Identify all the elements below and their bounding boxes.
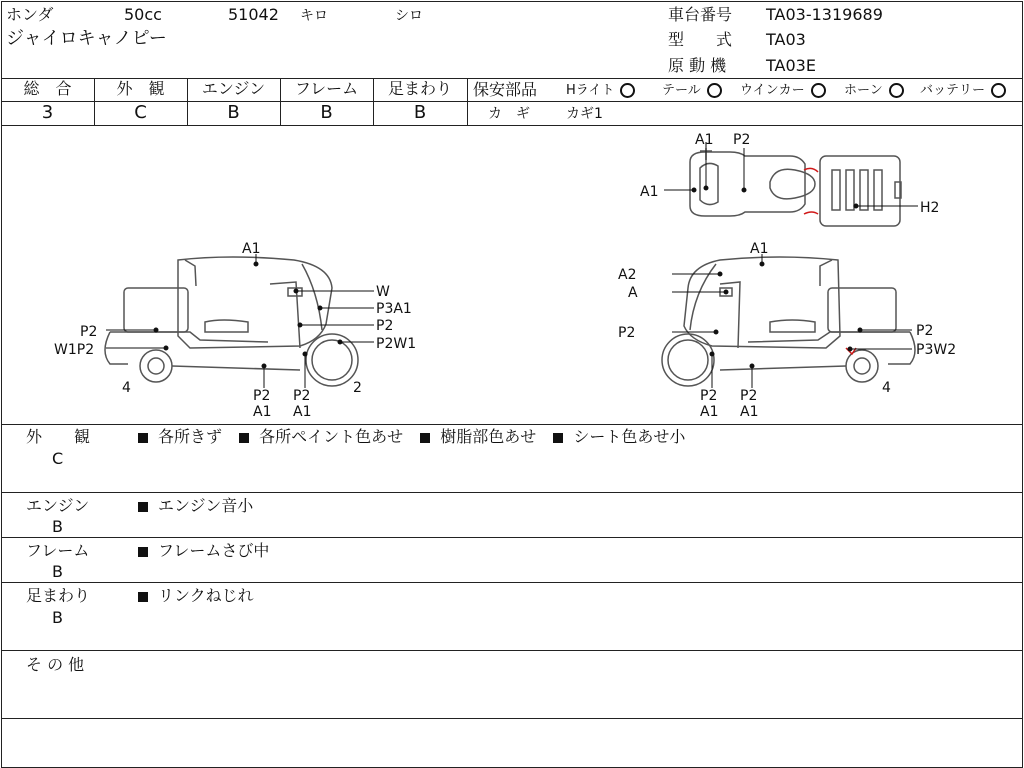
damage-label: P2: [293, 388, 311, 404]
bullet-square-icon: [553, 433, 563, 443]
grade-total: 3: [41, 102, 54, 123]
color: シロ: [395, 8, 423, 24]
grade-header-total: 総 合: [23, 79, 72, 98]
safety-label: 保安部品: [473, 80, 538, 99]
grade-exterior: C: [134, 102, 147, 123]
damage-label: A1: [740, 404, 759, 420]
damage-label: P2: [700, 388, 718, 404]
damage-label: W1P2: [54, 342, 95, 358]
circle-mark-icon: [991, 83, 1006, 98]
grade-header-exterior: 外 観: [116, 79, 165, 98]
displacement: 50cc: [124, 5, 162, 24]
scooter-diagram: [0, 126, 1024, 424]
safety-item-winker: [740, 82, 832, 100]
note-item: シート色あせ小: [573, 427, 686, 446]
damage-label: P2: [618, 325, 636, 341]
damage-label: A1: [293, 404, 312, 420]
section-notes-suspension: [138, 587, 254, 605]
note-item: エンジン音小: [158, 496, 254, 515]
safety-item-headlight: [566, 82, 641, 100]
safety-item-label: Hライト: [566, 83, 615, 98]
bullet-square-icon: [138, 433, 148, 443]
section-grade-engine: B: [52, 517, 63, 536]
divider: [1, 492, 1022, 493]
section-grade-suspension: B: [52, 608, 63, 627]
safety-item-label: ホーン: [844, 83, 883, 98]
bullet-square-icon: [420, 433, 430, 443]
damage-label: A1: [700, 404, 719, 420]
section-notes-exterior: [138, 428, 685, 446]
bullet-square-icon: [138, 502, 148, 512]
safety-item-horn: [844, 82, 910, 100]
top-view-scooter: [690, 142, 901, 226]
engine-model-value: TA03E: [766, 56, 816, 75]
tire-number-label: 4: [882, 380, 891, 396]
divider: [1, 718, 1022, 719]
model-name: ジャイロキャノピー: [6, 28, 167, 49]
divider: [467, 78, 468, 125]
damage-label: P3W2: [916, 342, 957, 358]
chassis-label: 車台番号: [668, 5, 733, 24]
divider: [1, 537, 1022, 538]
note-item: リンクねじれ: [158, 586, 254, 605]
key-value: カギ1: [566, 106, 603, 122]
divider: [1, 424, 1022, 425]
grade-engine: B: [227, 102, 240, 123]
key-label: カ ギ: [488, 106, 530, 122]
divider: [1, 582, 1022, 583]
grade-suspension: B: [413, 102, 427, 123]
safety-item-tail: [662, 82, 728, 100]
grade-frame: B: [320, 102, 333, 123]
mileage: 51042: [228, 5, 279, 24]
damage-label: P2: [253, 388, 271, 404]
bullet-square-icon: [239, 433, 249, 443]
circle-mark-icon: [811, 83, 826, 98]
damage-label: P2W1: [376, 336, 417, 352]
section-title-frame: フレーム: [26, 541, 90, 560]
mileage-unit: キロ: [300, 8, 328, 24]
damage-label: P2: [916, 323, 934, 339]
damage-label: P2: [740, 388, 758, 404]
tire-number-label: 4: [122, 380, 131, 396]
circle-mark-icon: [620, 83, 635, 98]
tire-number-label: 2: [353, 380, 362, 396]
section-title-engine: エンジン: [26, 496, 90, 515]
damage-label: A1: [253, 404, 272, 420]
section-grade-exterior: C: [52, 449, 64, 468]
section-title-suspension: 足まわり: [26, 586, 91, 605]
chassis-value: TA03-1319689: [766, 5, 883, 24]
engine-model-label: 原 動 機: [668, 56, 727, 75]
damage-label: H2: [920, 200, 940, 216]
bullet-square-icon: [138, 592, 148, 602]
divider: [1, 650, 1022, 651]
grade-header-engine: エンジン: [201, 79, 266, 98]
damage-label: A: [628, 285, 638, 301]
damage-label: A1: [640, 184, 659, 200]
damage-label: P2: [733, 132, 751, 148]
divider: [467, 101, 1022, 102]
note-item: フレームさび中: [158, 541, 270, 560]
safety-item-label: テール: [662, 83, 701, 98]
section-title-exterior: 外 観: [26, 427, 91, 446]
note-item: 樹脂部色あせ: [440, 427, 537, 446]
grade-header-frame: フレーム: [294, 79, 359, 98]
damage-label: A1: [695, 132, 714, 148]
damage-label: A1: [242, 241, 261, 257]
left-view-scooter: [105, 257, 358, 386]
section-title-other: そ の 他: [26, 655, 85, 674]
damage-label: A2: [618, 267, 637, 283]
circle-mark-icon: [889, 83, 904, 98]
section-notes-engine: [138, 497, 253, 515]
damage-label: A1: [750, 241, 769, 257]
safety-item-label: ウインカー: [740, 83, 805, 98]
right-view-scooter: [662, 257, 915, 386]
damage-label: P3A1: [376, 301, 412, 317]
section-grade-frame: B: [52, 562, 63, 581]
section-notes-frame: [138, 542, 269, 560]
damage-label: W: [376, 284, 390, 300]
note-item: 各所きず: [158, 427, 223, 446]
type-value: TA03: [766, 30, 806, 49]
bullet-square-icon: [138, 547, 148, 557]
safety-item-battery: [920, 82, 1012, 100]
maker: ホンダ: [6, 5, 54, 24]
circle-mark-icon: [707, 83, 722, 98]
safety-item-label: バッテリー: [920, 83, 986, 98]
note-item: 各所ペイント色あせ: [259, 427, 404, 446]
grade-header-suspension: 足まわり: [387, 79, 452, 98]
type-label: 型 式: [668, 30, 733, 49]
damage-label: P2: [80, 324, 98, 340]
damage-label: P2: [376, 318, 394, 334]
